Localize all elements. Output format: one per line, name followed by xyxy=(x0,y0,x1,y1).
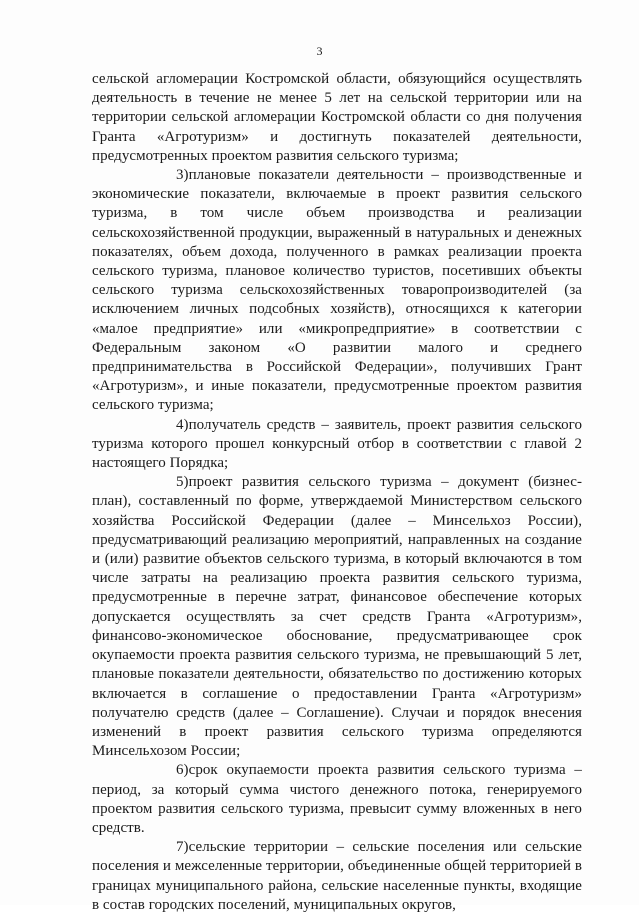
list-item-4 xyxy=(92,416,582,474)
item-text-5: проект развития сельского туризма – документ (бизнес-план), составленный по форме, утверждаемой Министерством сельского хозяйства Российской Федерации (далее – Минсельхоз России), предусматривающий реализацию мероприятий, направленных на создание и (или) развитие объектов сельского туризма, в который включаются в том числе затраты на реализацию проекта развития сельского туризма, предусмотренные в перечне затрат, финансовое обеспечение которых допускается осуществлять за счет средств Гранта «Агротуризм», финансово-экономическое обоснование, предусматривающее срок окупаемости проекта развития сельского туризма, не превышающий 5 лет, плановые показатели деятельности, обязательство по достижению которых включается в соглашение о предоставлении Гранта «Агротуризм» получателю средств (далее – Соглашение). Случаи и порядок внесения изменений в проект развития сельского туризма определяются Минсельхозом России; xyxy=(92,474,582,760)
item-number-3: 3) xyxy=(176,167,189,184)
document-body xyxy=(92,70,582,915)
list-item-7 xyxy=(92,838,582,915)
list-item-6 xyxy=(92,761,582,838)
item-text-4: получатель средств – заявитель, проект развития сельского туризма которого прошел конкурсный отбор в соответствии с главой 2 настоящего Порядка; xyxy=(92,416,582,472)
list-item-5 xyxy=(92,473,582,761)
item-text-7: сельские территории – сельские поселения или сельские поселения и межселенные территории, объединенные общей территорией в границах муниципального района, сельские населенные пункты, входящие в состав городских поселений, муниципальных округов, xyxy=(92,839,582,913)
item-number-7: 7) xyxy=(176,839,189,856)
item-text-6: срок окупаемости проекта развития сельского туризма – период, за который сумма чистого денежного потока, генерируемого проектом развития сельского туризма, превысит сумму вложенных в него средств. xyxy=(92,762,582,836)
item-number-6: 6) xyxy=(176,762,189,779)
paragraph-continuation: сельской агломерации Костромской области, обязующийся осуществлять деятельность в течение не менее 5 лет на сельской территории или на территории сельской агломерации Костромской области со дня получения Гранта «Агротуризм» и достигнуть показателей деятельности, предусмотренных проектом развития сельского туризма; xyxy=(92,71,582,164)
page-number: 3 xyxy=(316,44,323,58)
item-text-3: плановые показатели деятельности – производственные и экономические показатели, включаемые в проект развития сельского туризма, в том числе объем производства и реализации сельскохозяйственной продукции, выраженный в натуральных и денежных показателях, объем дохода, полученного в рамках реализации проекта сельского туризма, плановое количество туристов, посетивших объекты сельского туризма сельскохозяйственных товаропроизводителей (за исключением личных подсобных хозяйств), относящихся к категории «малое предприятие» или «микропредприятие» в соответствии с Федеральным законом «О развитии малого и среднего предпринимательства в Российской Федерации», получивших Грант «Агротуризм», и иные показатели, предусмотренные проектом развития сельского туризма; xyxy=(92,167,582,414)
list-item-3 xyxy=(92,166,582,416)
item-number-5: 5) xyxy=(176,474,189,491)
item-number-4: 4) xyxy=(176,416,189,433)
